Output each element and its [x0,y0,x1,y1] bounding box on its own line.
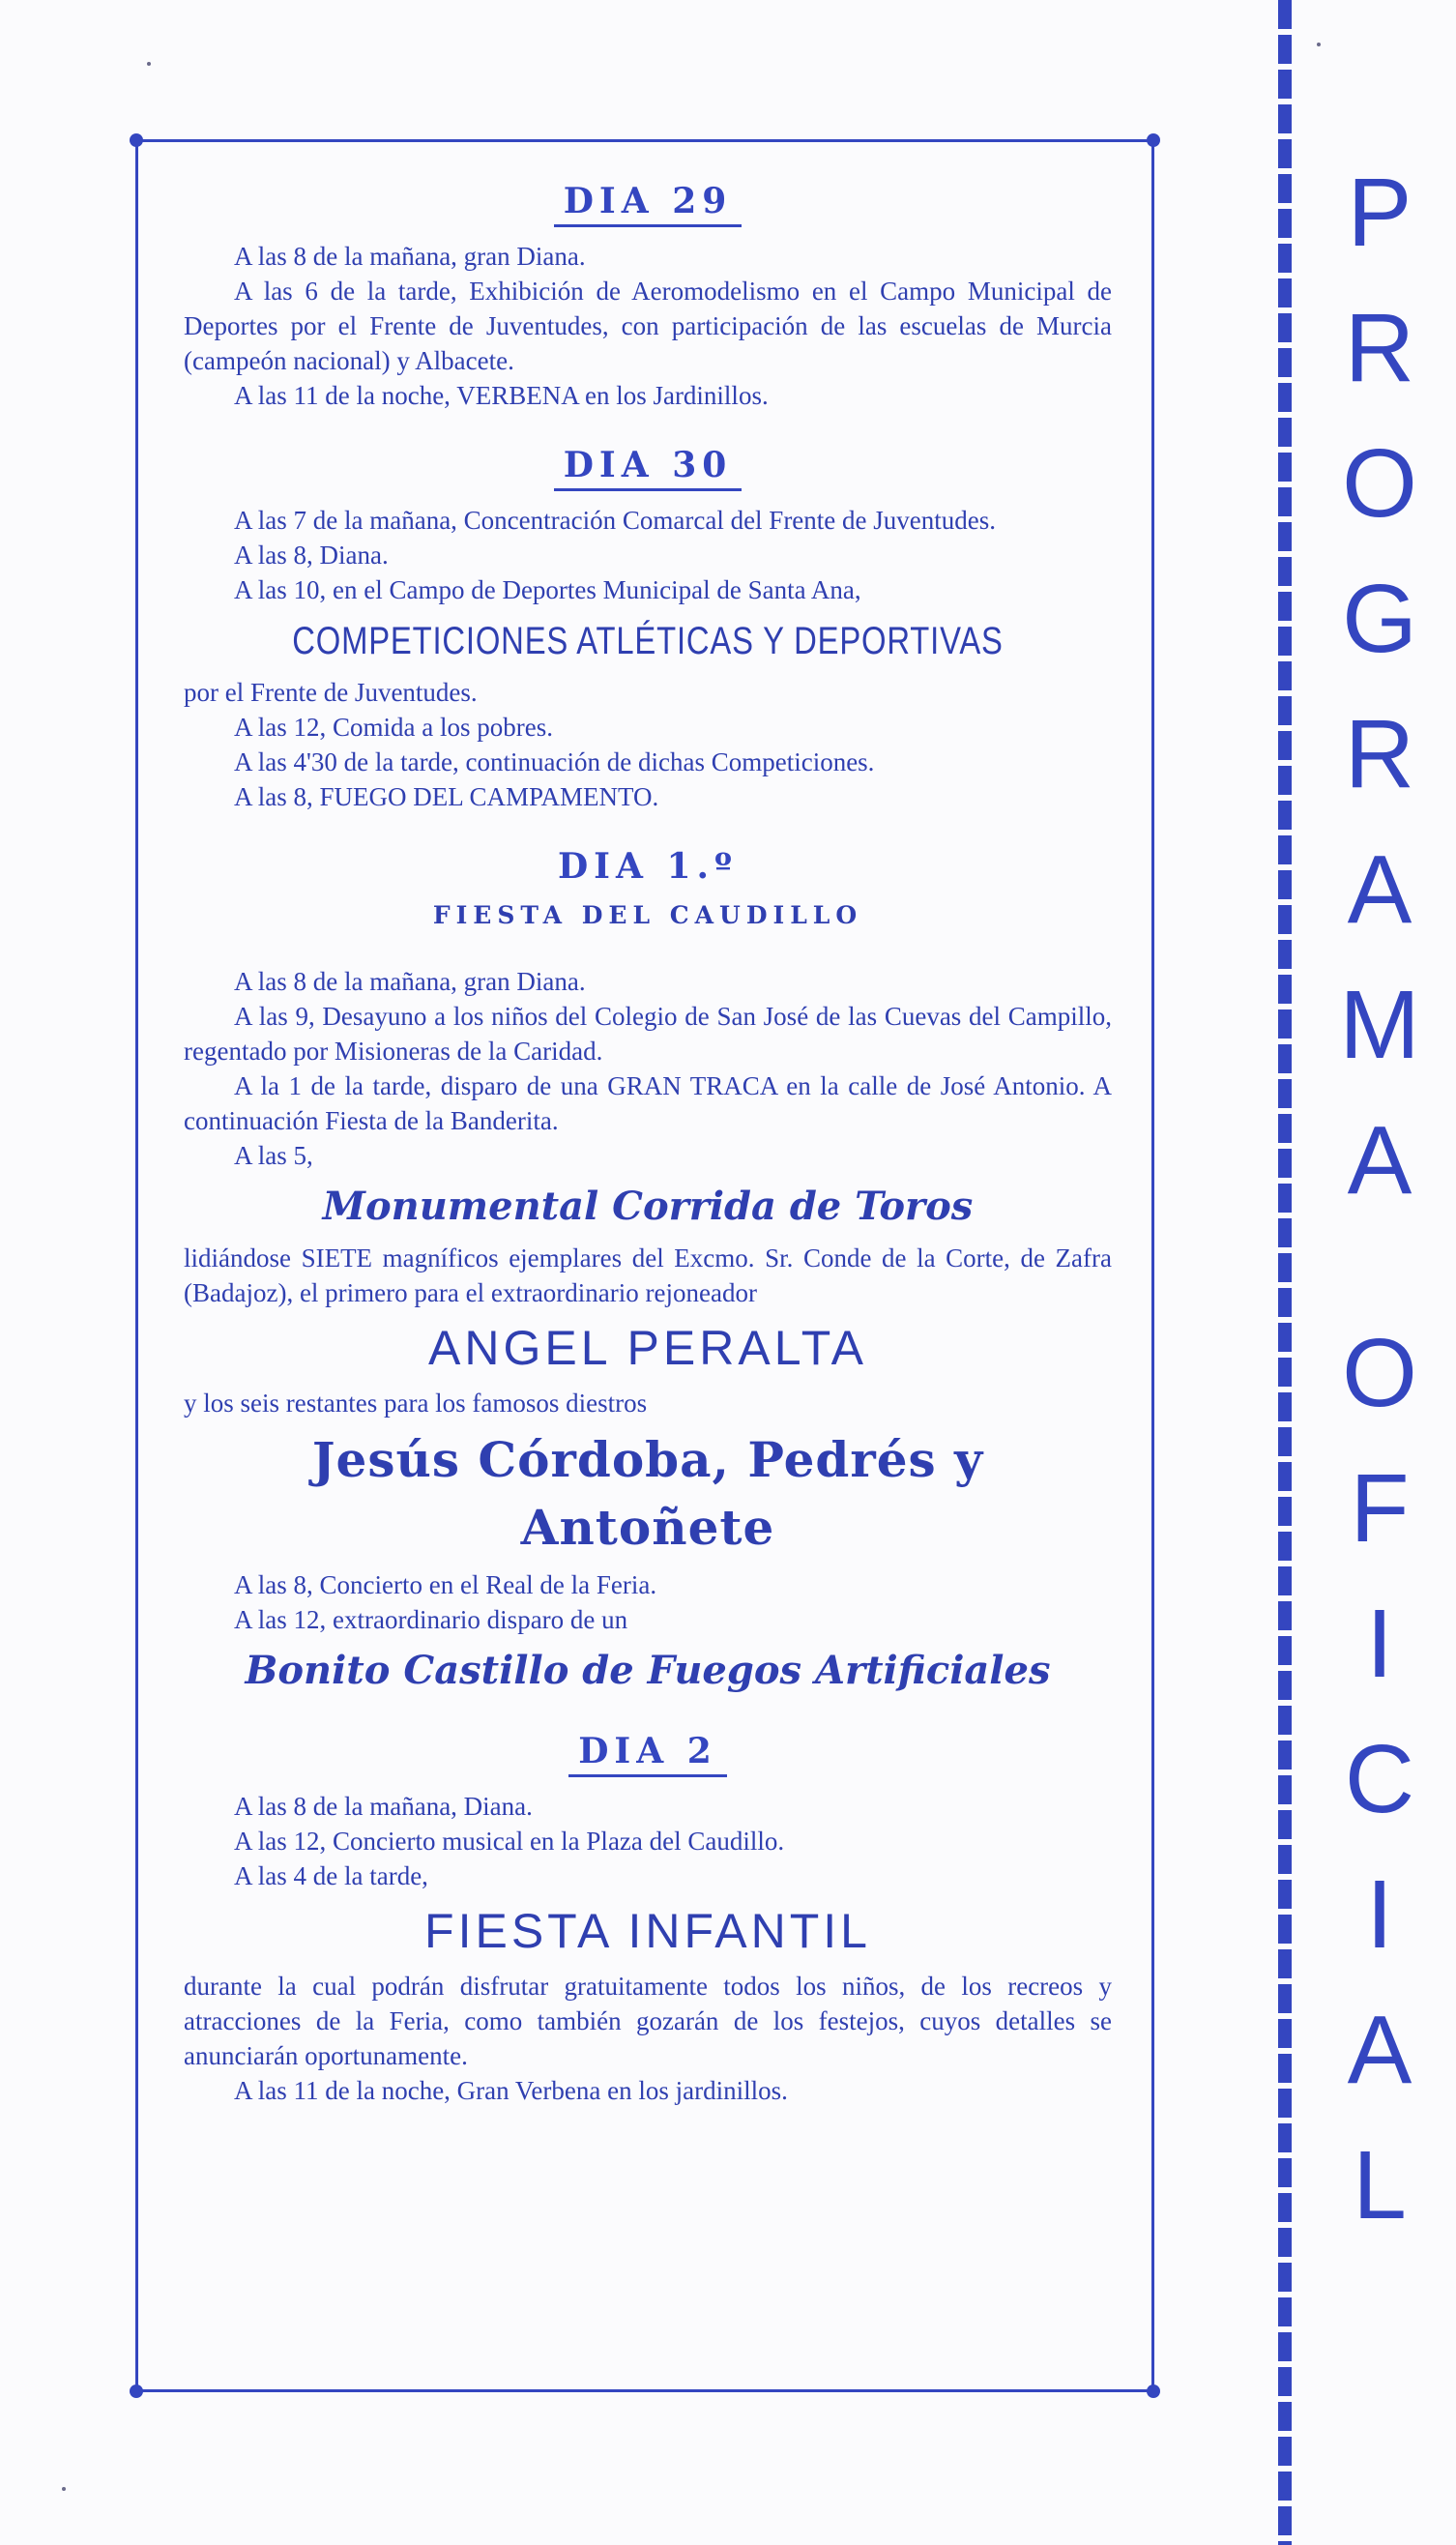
day-title: DIA 1.º [557,846,739,887]
frame-corner-ornament [1147,2384,1160,2398]
day-title: DIA 2 [568,1734,727,1777]
bullfight-highlight: Monumental Corrida de Toros [322,1184,974,1229]
side-title-letter: G [1342,565,1417,673]
program-content [184,181,1112,2143]
schedule-line: A la 1 de la tarde, disparo de una GRAN TRACA en la calle de José Antonio. A continuación Fiesta de la Banderita. [184,1071,1112,1135]
schedule-line: y los seis restantes para los famosos diestros [184,1389,648,1418]
schedule-line: A las 12, Comida a los pobres. [234,713,553,742]
day-29-section [184,181,1112,413]
fireworks-highlight: Bonito Castillo de Fuegos Artificiales [245,1648,1051,1693]
schedule-line: A las 11 de la noche, VERBENA en los Jardinillos. [234,381,769,410]
schedule-line: A las 8 de la mañana, Diana. [234,1792,533,1821]
side-title-letter: R [1344,294,1415,402]
side-title-letter: A [1347,1106,1412,1214]
day-subtitle: FIESTA DEL CAUDILLO [432,901,863,929]
paper-speck [1317,43,1321,46]
day-title: DIA 30 [554,448,743,491]
day-1-section [184,846,1112,1699]
dashed-side-band [1278,0,1292,2545]
side-title-letter: A [1347,835,1412,944]
frame-corner-ornament [1147,133,1160,147]
schedule-line: A las 5, [234,1141,313,1170]
schedule-line: A las 8, Concierto en el Real de la Feria. [234,1570,657,1599]
schedule-line: A las 8, Diana. [234,541,389,570]
schedule-line: por el Frente de Juventudes. [184,678,478,707]
side-title-letter: F [1350,1454,1410,1563]
day-title: DIA 29 [554,184,743,227]
rejoneador-name: ANGEL PERALTA [428,1321,867,1375]
paper-speck [62,2487,66,2491]
schedule-line: A las 12, Concierto musical en la Plaza del Caudillo. [234,1827,785,1856]
side-title-programa-oficial [1326,145,1433,2253]
side-title-letter: P [1347,159,1412,267]
side-title-letter: O [1342,429,1417,538]
side-title-letter: L [1353,2131,1407,2239]
bullfighters-names: Jesús Córdoba, Pedrés y Antoñete [311,1431,984,1556]
competitions-highlight: COMPETICIONES ATLÉTICAS Y DEPORTIVAS [292,620,1004,662]
schedule-line: A las 4 de la tarde, [234,1861,428,1890]
schedule-line: A las 12, extraordinario disparo de un [234,1605,628,1634]
side-title-letter: A [1347,1996,1412,2104]
schedule-line: A las 7 de la mañana, Concentración Comarcal del Frente de Juventudes. [234,506,996,535]
side-title-letter: M [1339,971,1420,1079]
schedule-line: durante la cual podrán disfrutar gratuitamente todos los niños, de los recreos y atracciones de la Feria, como también gozarán de los festejos, cuyos detalles se anunciarán oportunamente. [184,1972,1112,2070]
frame-corner-ornament [130,2384,143,2398]
side-title-letter: I [1366,1590,1393,1698]
paper-speck [147,62,151,66]
side-title-letter: R [1344,700,1415,808]
side-title-letter: C [1344,1725,1415,1833]
schedule-line: A las 10, en el Campo de Deportes Municipal de Santa Ana, [234,575,861,604]
schedule-line: lidiándose SIETE magníficos ejemplares del Excmo. Sr. Conde de la Corte, de Zafra (Badajoz), el primero para el extraordinario rejoneador [184,1243,1112,1307]
schedule-line: A las 8, FUEGO DEL CAMPAMENTO. [234,782,659,811]
schedule-line: A las 4'30 de la tarde, continuación de dichas Competiciones. [234,747,875,776]
schedule-line: A las 6 de la tarde, Exhibición de Aeromodelismo en el Campo Municipal de Deportes por el Frente de Juventudes, con participación de las escuelas de Murcia (campeón nacional) y Albacete. [184,277,1112,375]
frame-corner-ornament [130,133,143,147]
schedule-line: A las 8 de la mañana, gran Diana. [234,967,586,996]
side-title-letter: O [1342,1319,1417,1427]
day-30-section [184,445,1112,814]
side-title-letter: I [1366,1860,1393,1969]
children-festival-highlight: FIESTA INFANTIL [424,1904,871,1958]
schedule-line: A las 8 de la mañana, gran Diana. [234,242,586,271]
day-2-section [184,1731,1112,2108]
schedule-line: A las 11 de la noche, Gran Verbena en los jardinillos. [234,2076,788,2105]
schedule-line: A las 9, Desayuno a los niños del Colegio de San José de las Cuevas del Campillo, regentado por Misioneras de la Caridad. [184,1002,1112,1066]
